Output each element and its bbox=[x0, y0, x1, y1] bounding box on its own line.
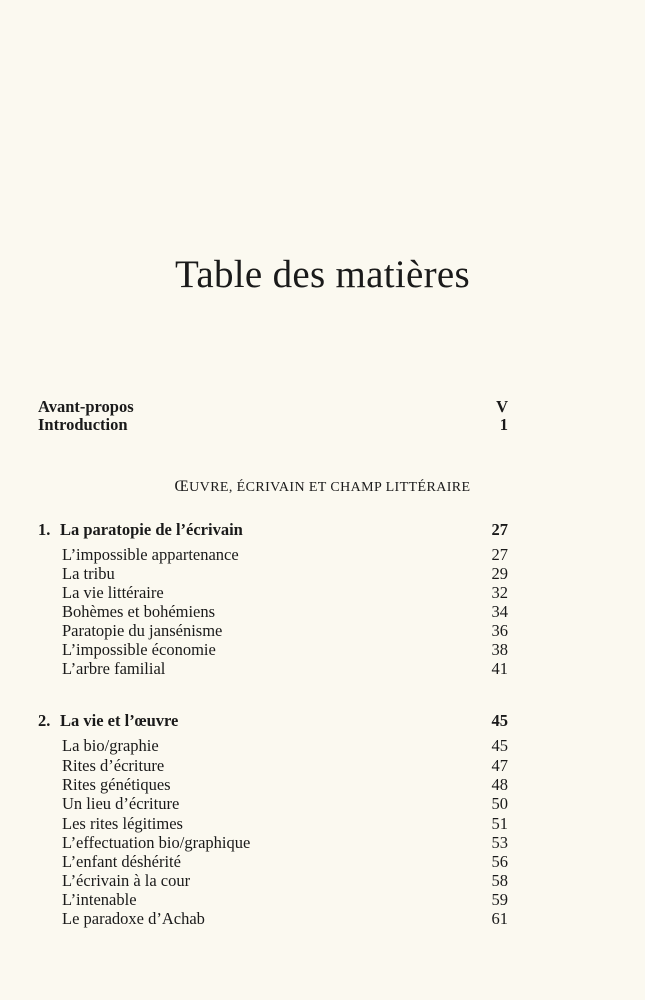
entry-label: La tribu bbox=[62, 564, 115, 583]
entry-label: L’impossible appartenance bbox=[62, 545, 239, 564]
entry-page: 56 bbox=[491, 852, 508, 871]
toc-entry-avant-propos bbox=[38, 397, 508, 417]
entry-page: 1 bbox=[499, 415, 508, 434]
part-title-rest: UVRE, ÉCRIVAIN ET CHAMP LITTÉRAIRE bbox=[189, 480, 471, 495]
entry-label: Rites d’écriture bbox=[62, 756, 165, 775]
chapter-title: La paratopie de l’écrivain bbox=[60, 520, 243, 539]
toc-section bbox=[62, 909, 508, 929]
chapter-title: La vie et l’œuvre bbox=[60, 711, 179, 730]
toc-section bbox=[62, 890, 508, 910]
entry-page: 29 bbox=[491, 564, 508, 583]
entry-page: 32 bbox=[491, 583, 508, 602]
entry-label: Paratopie du jansénisme bbox=[62, 621, 223, 640]
entry-page: 50 bbox=[491, 794, 508, 813]
chapter-number: 1. bbox=[38, 520, 51, 539]
entry-label: Le paradoxe d’Achab bbox=[62, 909, 205, 928]
entry-label: L’écrivain à la cour bbox=[62, 871, 191, 890]
chapter-heading bbox=[38, 520, 508, 540]
toc-section bbox=[62, 621, 508, 641]
entry-page: 27 bbox=[491, 545, 508, 564]
entry-page: 36 bbox=[491, 621, 508, 640]
toc-section bbox=[62, 583, 508, 603]
entry-page: 53 bbox=[491, 833, 508, 852]
chapter-heading bbox=[38, 711, 508, 731]
entry-label: La vie littéraire bbox=[62, 583, 164, 602]
entry-label: Un lieu d’écriture bbox=[62, 794, 180, 813]
entry-label: Avant-propos bbox=[38, 397, 134, 416]
entry-page: 58 bbox=[491, 871, 508, 890]
part-title-initial: Œ bbox=[174, 478, 190, 495]
entry-page: 41 bbox=[491, 659, 508, 678]
entry-label: L’arbre familial bbox=[62, 659, 166, 678]
entry-page: 34 bbox=[491, 602, 508, 621]
entry-label: L’impossible économie bbox=[62, 640, 216, 659]
toc-section bbox=[62, 756, 508, 776]
toc-section bbox=[62, 545, 508, 565]
chapter-page: 27 bbox=[491, 520, 508, 539]
entry-page: 47 bbox=[491, 756, 508, 775]
entry-label: Rites génétiques bbox=[62, 775, 171, 794]
entry-page: 59 bbox=[491, 890, 508, 909]
entry-label: Bohèmes et bohémiens bbox=[62, 602, 216, 621]
part-title bbox=[0, 478, 645, 496]
toc-section bbox=[62, 659, 508, 679]
entry-page: V bbox=[496, 397, 508, 416]
toc-section bbox=[62, 852, 508, 872]
chapter-number: 2. bbox=[38, 711, 51, 730]
toc-section bbox=[62, 871, 508, 891]
toc-entry-introduction bbox=[38, 415, 508, 435]
entry-label: Les rites légitimes bbox=[62, 814, 183, 833]
entry-page: 45 bbox=[491, 736, 508, 755]
entry-page: 61 bbox=[491, 909, 508, 928]
entry-page: 48 bbox=[491, 775, 508, 794]
chapter-page: 45 bbox=[491, 711, 508, 730]
toc-section bbox=[62, 814, 508, 834]
entry-page: 38 bbox=[491, 640, 508, 659]
toc-section bbox=[62, 736, 508, 756]
entry-label: La bio/graphie bbox=[62, 736, 159, 755]
toc-section bbox=[62, 775, 508, 795]
page-title: Table des matières bbox=[174, 253, 471, 296]
entry-label: L’intenable bbox=[62, 890, 137, 909]
toc-section bbox=[62, 564, 508, 584]
entry-label: Introduction bbox=[38, 415, 128, 434]
toc-section bbox=[62, 640, 508, 660]
entry-label: L’enfant déshérité bbox=[62, 852, 181, 871]
entry-label: L’effectuation bio/graphique bbox=[62, 833, 251, 852]
entry-page: 51 bbox=[491, 814, 508, 833]
toc-section bbox=[62, 602, 508, 622]
toc-section bbox=[62, 794, 508, 814]
toc-section bbox=[62, 833, 508, 853]
